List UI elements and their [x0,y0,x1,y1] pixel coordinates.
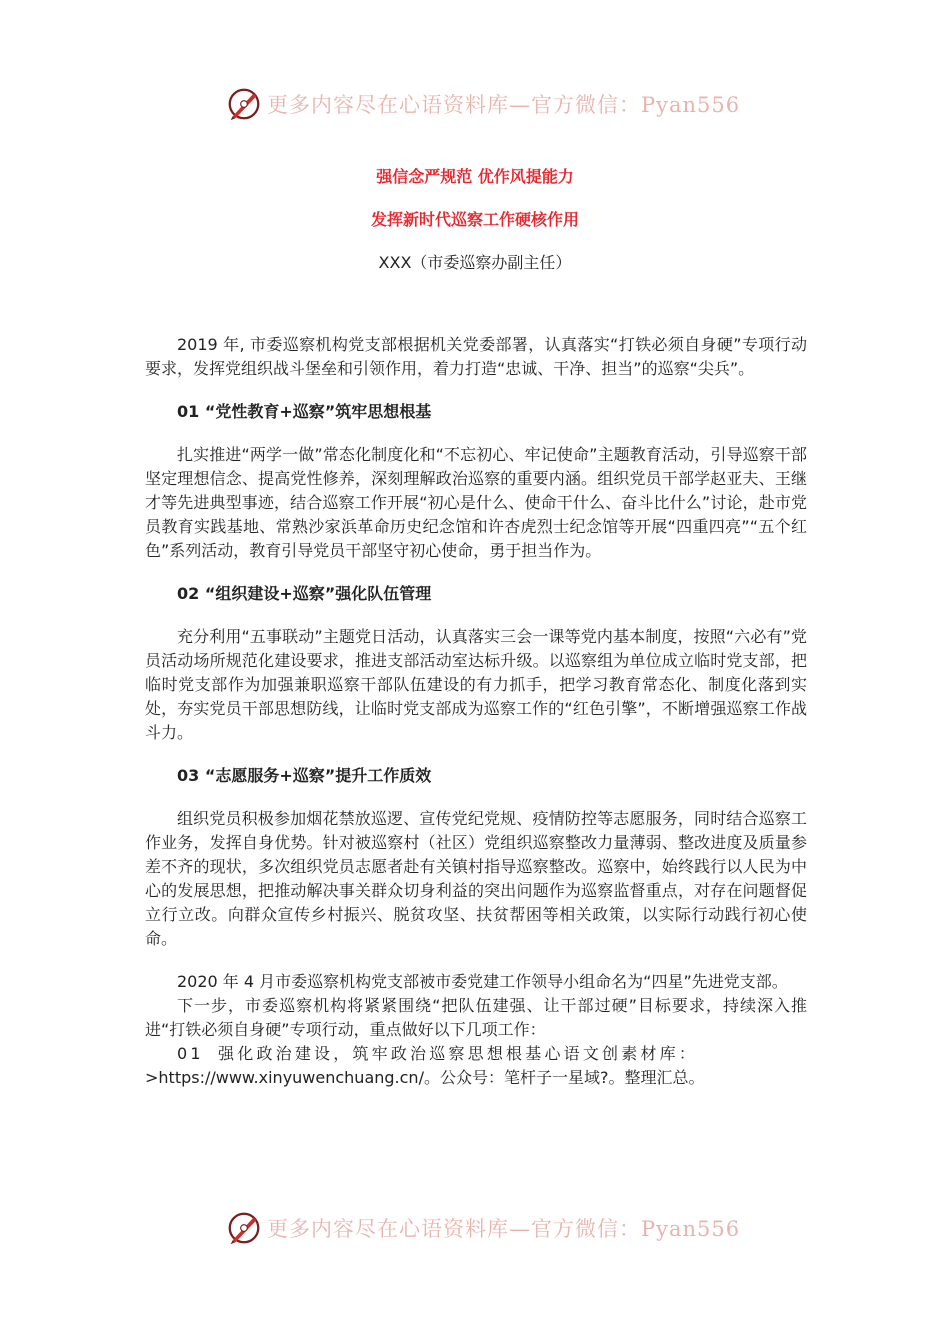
document-body [145,333,807,1090]
author-line: XXX（市委巡察办副主任） [378,253,572,272]
section-heading-03: 03 “志愿服务+巡察”提升工作质效 [177,766,432,785]
intro-paragraph: 2019 年, 市委巡察机构党支部根据机关党委部署，认真落实“打铁必须自身硬”专项行动要求，发挥党组织战斗堡垒和引领作用，着力打造“忠诚、干净、担当”的巡察“尖兵”。 [145,335,807,378]
paragraph-next-step: 下一步，市委巡察机构将紧紧围绕“把队伍建强、让干部过硬”目标要求，持续深入推进“打铁必须自身硬”专项行动，重点做好以下几项工作： [145,996,807,1039]
paragraph-source-line: >https://www.xinyuwenchuang.cn/。公众号：笔杆子一星域?。整理汇总。 [145,1068,705,1087]
section-heading-02: 02 “组织建设+巡察”强化队伍管理 [177,584,432,603]
pen-logo-icon [225,1209,263,1247]
paragraph-02: 充分利用“五事联动”主题党日活动，认真落实三会一课等党内基本制度，按照“六必有”党员活动场所规范化建设要求，推进支部活动室达标升级。以巡察组为单位成立临时党支部，把临时党支部作为加强兼职巡察干部队伍建设的有力抓手，把学习教育常态化、制度化落到实处，夯实党员干部思想防线，让临时党支部成为巡察工作的“红色引擎”，不断增强巡察工作战斗力。 [145,627,807,742]
paragraph-01: 扎实推进“两学一做”常态化制度化和“不忘初心、牢记使命”主题教育活动，引导巡察干部坚定理想信念、提高党性修养，深刻理解政治巡察的重要内涵。组织党员干部学赵亚夫、王继才等先进典型事迹，结合巡察工作开展“初心是什么、使命干什么、奋斗比什么”讨论，赴市党员教育实践基地、常熟沙家浜革命历史纪念馆和许杏虎烈士纪念馆等开展“四重四亮”“五个红色”系列活动，教育引导党员干部坚守初心使命，勇于担当作为。 [145,445,807,560]
header-banner [225,84,745,124]
paragraph-03: 组织党员积极参加烟花禁放巡逻、宣传党纪党规、疫情防控等志愿服务，同时结合巡察工作业务，发挥自身优势。针对被巡察村（社区）党组织巡察整改力量薄弱、整改进度及质量参差不齐的现状，多次组织党员志愿者赴有关镇村指导巡察整改。巡察中，始终践行以人民为中心的发展思想，把推动解决事关群众切身利益的突出问题作为巡察监督重点，对存在问题督促立行立改。向群众宣传乡村振兴、脱贫攻坚、扶贫帮困等相关政策，以实际行动践行初心使命。 [145,809,807,948]
banner-text: 更多内容尽在心语资料库—官方微信：Pyan556 [267,1217,741,1241]
title-line-1: 强信念严规范 优作风提能力 [376,167,574,186]
pen-logo-icon [225,85,263,123]
section-heading-01: 01 “党性教育+巡察”筑牢思想根基 [177,402,432,421]
paragraph-award: 2020 年 4 月市委巡察机构党支部被市委党建工作领导小组命名为“四星”先进党支部。 [177,972,788,991]
title-line-2: 发挥新时代巡察工作硬核作用 [370,210,579,229]
footer-banner [225,1208,745,1248]
banner-text: 更多内容尽在心语资料库—官方微信：Pyan556 [267,93,741,117]
paragraph-task-01: 01 强化政治建设，筑牢政治巡察思想根基心语文创素材库： [177,1044,699,1063]
